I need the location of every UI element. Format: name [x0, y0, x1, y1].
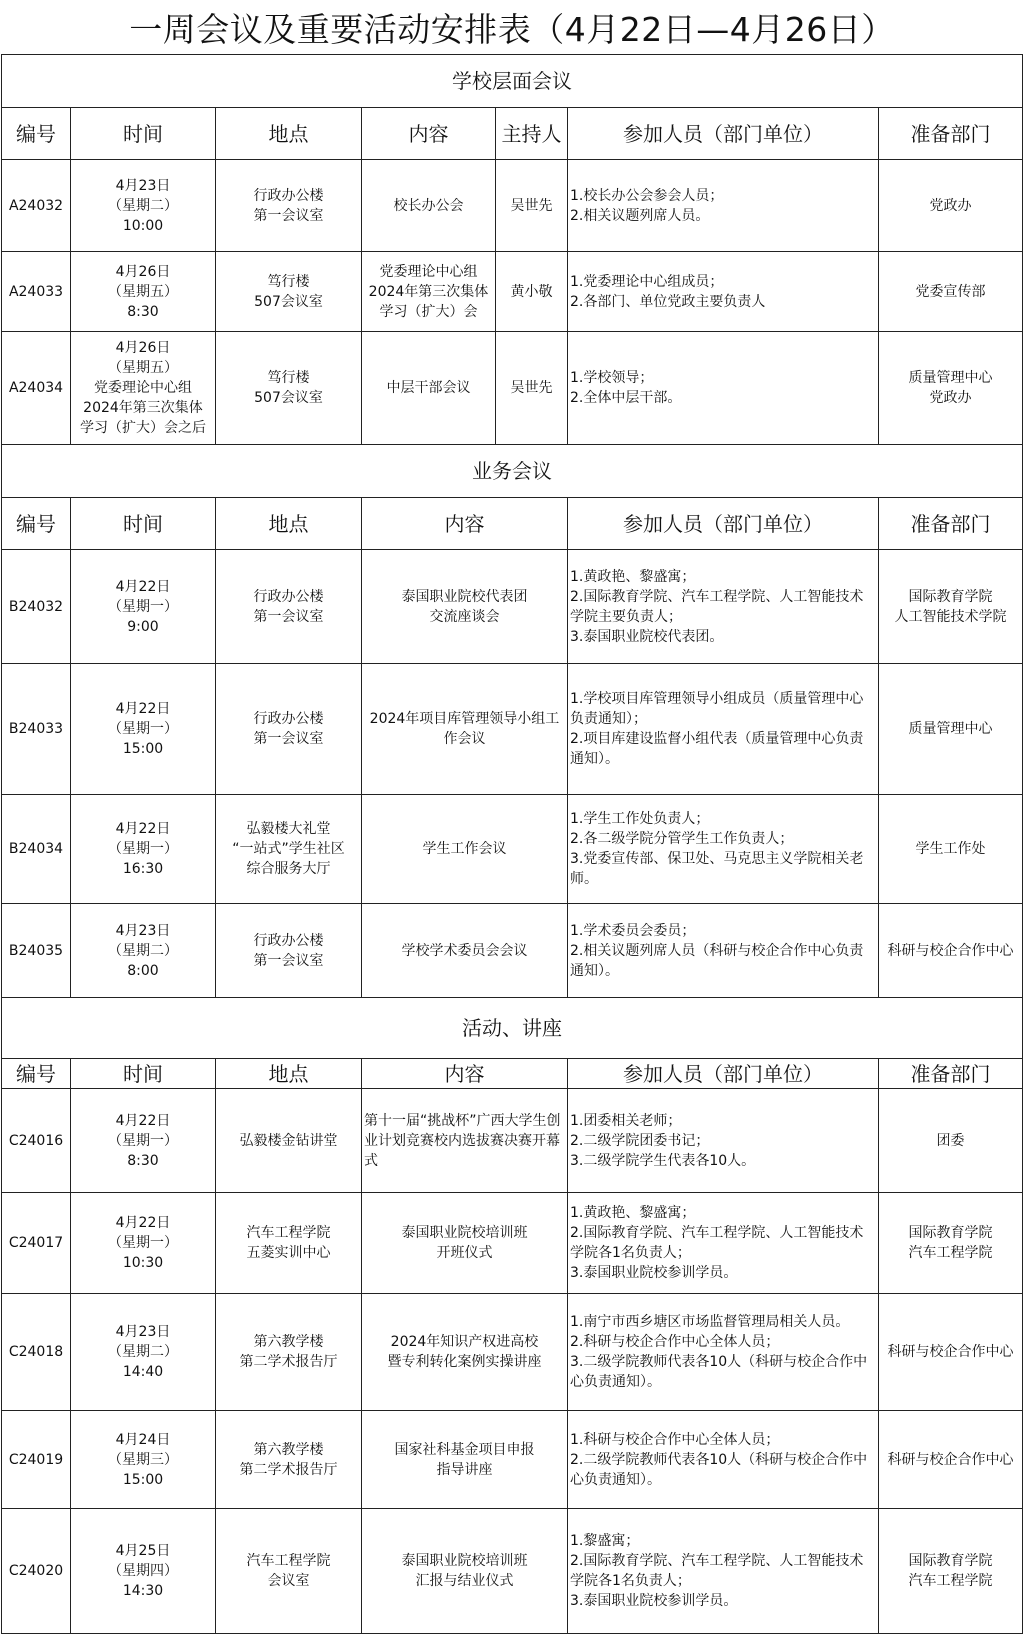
cell-content: 2024年知识产权进高校 暨专利转化案例实操讲座	[362, 1294, 568, 1411]
table-row	[2, 160, 1023, 252]
cell-content: 中层干部会议	[362, 332, 496, 445]
table-row	[2, 1294, 1023, 1411]
cell-attendees: 1.黄政艳、黎盛寓； 2.国际教育学院、汽车工程学院、人工智能技术学院各1名负责人； 3.泰国职业院校参训学员。	[568, 1193, 879, 1294]
cell-place: 弘毅楼金钻讲堂	[216, 1089, 362, 1193]
cell-prep-dept: 质量管理中心 党政办	[879, 332, 1023, 445]
cell-time: 4月23日 （星期二） 8:00	[71, 904, 216, 998]
cell-prep-dept: 科研与校企合作中心	[879, 1294, 1023, 1411]
table-row	[2, 795, 1023, 904]
cell-prep-dept: 党政办	[879, 160, 1023, 252]
table-row	[2, 1089, 1023, 1193]
col-header-attendees: 参加人员（部门单位）	[568, 1059, 879, 1089]
cell-attendees: 1.学校领导； 2.全体中层干部。	[568, 332, 879, 445]
cell-id: C24017	[2, 1193, 71, 1294]
cell-content: 第十一届“挑战杯”广西大学生创业计划竞赛校内选拔赛决赛开幕式	[362, 1089, 568, 1193]
cell-content: 泰国职业院校代表团 交流座谈会	[362, 550, 568, 664]
page-title: 一周会议及重要活动安排表（4月22日—4月26日）	[129, 9, 895, 49]
col-header-place: 地点	[216, 108, 362, 160]
section-title: 业务会议	[2, 445, 1023, 498]
col-header-place: 地点	[216, 498, 362, 550]
cell-id: B24034	[2, 795, 71, 904]
col-header-prep-dept: 准备部门	[879, 498, 1023, 550]
cell-content: 国家社科基金项目申报 指导讲座	[362, 1411, 568, 1509]
cell-attendees: 1.党委理论中心组成员； 2.各部门、单位党政主要负责人	[568, 252, 879, 332]
cell-place: 笃行楼 507会议室	[216, 332, 362, 445]
col-header-id: 编号	[2, 108, 71, 160]
cell-place: 笃行楼 507会议室	[216, 252, 362, 332]
cell-id: C24020	[2, 1509, 71, 1634]
cell-time: 4月25日 （星期四） 14:30	[71, 1509, 216, 1634]
schedule-table	[1, 54, 1023, 1634]
col-header-host: 主持人	[496, 108, 568, 160]
section-title: 学校层面会议	[2, 55, 1023, 108]
cell-place: 行政办公楼 第一会议室	[216, 160, 362, 252]
cell-host: 黄小敬	[496, 252, 568, 332]
col-header-content: 内容	[362, 498, 568, 550]
col-header-content: 内容	[362, 108, 496, 160]
table-row	[2, 332, 1023, 445]
cell-attendees: 1.黄政艳、黎盛寓； 2.国际教育学院、汽车工程学院、人工智能技术学院主要负责人； 3.泰国职业院校代表团。	[568, 550, 879, 664]
cell-prep-dept: 科研与校企合作中心	[879, 1411, 1023, 1509]
cell-attendees: 1.南宁市西乡塘区市场监督管理局相关人员。 2.科研与校企合作中心全体人员； 3.二级学院教师代表各10人（科研与校企合作中心负责通知）。	[568, 1294, 879, 1411]
col-header-id: 编号	[2, 498, 71, 550]
cell-time: 4月22日 （星期一） 9:00	[71, 550, 216, 664]
table-row	[2, 1509, 1023, 1634]
cell-place: 汽车工程学院 五菱实训中心	[216, 1193, 362, 1294]
cell-host: 吴世先	[496, 160, 568, 252]
col-header-time: 时间	[71, 108, 216, 160]
table-row	[2, 904, 1023, 998]
cell-content: 泰国职业院校培训班 开班仪式	[362, 1193, 568, 1294]
header-row	[2, 108, 1023, 160]
cell-attendees: 1.校长办公会参会人员； 2.相关议题列席人员。	[568, 160, 879, 252]
col-header-time: 时间	[71, 1059, 216, 1089]
cell-id: C24018	[2, 1294, 71, 1411]
section-heading-row	[2, 445, 1023, 498]
col-header-id: 编号	[2, 1059, 71, 1089]
header-row	[2, 498, 1023, 550]
cell-content: 党委理论中心组 2024年第三次集体 学习（扩大）会	[362, 252, 496, 332]
cell-attendees: 1.黎盛寓； 2.国际教育学院、汽车工程学院、人工智能技术学院各1名负责人； 3.泰国职业院校参训学员。	[568, 1509, 879, 1634]
cell-id: C24019	[2, 1411, 71, 1509]
table-row	[2, 1411, 1023, 1509]
cell-attendees: 1.科研与校企合作中心全体人员； 2.二级学院教师代表各10人（科研与校企合作中心负责通知）。	[568, 1411, 879, 1509]
col-header-prep-dept: 准备部门	[879, 1059, 1023, 1089]
cell-id: B24035	[2, 904, 71, 998]
cell-content: 校长办公会	[362, 160, 496, 252]
header-row	[2, 1059, 1023, 1089]
col-header-attendees: 参加人员（部门单位）	[568, 498, 879, 550]
table-row	[2, 1193, 1023, 1294]
cell-content: 泰国职业院校培训班 汇报与结业仪式	[362, 1509, 568, 1634]
cell-place: 行政办公楼 第一会议室	[216, 904, 362, 998]
cell-place: 弘毅楼大礼堂 “一站式”学生社区 综合服务大厅	[216, 795, 362, 904]
cell-attendees: 1.学术委员会委员； 2.相关议题列席人员（科研与校企合作中心负责通知）。	[568, 904, 879, 998]
cell-attendees: 1.学校项目库管理领导小组成员（质量管理中心负责通知）； 2.项目库建设监督小组代表（质量管理中心负责通知）。	[568, 664, 879, 795]
col-header-prep-dept: 准备部门	[879, 108, 1023, 160]
cell-content: 学生工作会议	[362, 795, 568, 904]
cell-content: 2024年项目库管理领导小组工作会议	[362, 664, 568, 795]
cell-time: 4月22日 （星期一） 10:30	[71, 1193, 216, 1294]
cell-prep-dept: 国际教育学院 人工智能技术学院	[879, 550, 1023, 664]
cell-place: 汽车工程学院 会议室	[216, 1509, 362, 1634]
cell-prep-dept: 团委	[879, 1089, 1023, 1193]
cell-content: 学校学术委员会会议	[362, 904, 568, 998]
cell-id: B24032	[2, 550, 71, 664]
cell-prep-dept: 国际教育学院 汽车工程学院	[879, 1509, 1023, 1634]
cell-place: 第六教学楼 第二学术报告厅	[216, 1294, 362, 1411]
cell-time: 4月22日 （星期一） 8:30	[71, 1089, 216, 1193]
cell-prep-dept: 学生工作处	[879, 795, 1023, 904]
cell-prep-dept: 国际教育学院 汽车工程学院	[879, 1193, 1023, 1294]
cell-time: 4月26日 （星期五） 8:30	[71, 252, 216, 332]
cell-place: 行政办公楼 第一会议室	[216, 664, 362, 795]
col-header-place: 地点	[216, 1059, 362, 1089]
cell-time: 4月26日 （星期五） 党委理论中心组 2024年第三次集体 学习（扩大）会之后	[71, 332, 216, 445]
cell-id: A24034	[2, 332, 71, 445]
table-row	[2, 664, 1023, 795]
cell-id: C24016	[2, 1089, 71, 1193]
cell-attendees: 1.团委相关老师； 2.二级学院团委书记； 3.二级学院学生代表各10人。	[568, 1089, 879, 1193]
section-heading-row	[2, 55, 1023, 108]
cell-place: 第六教学楼 第二学术报告厅	[216, 1411, 362, 1509]
cell-prep-dept: 科研与校企合作中心	[879, 904, 1023, 998]
cell-time: 4月23日 （星期二） 10:00	[71, 160, 216, 252]
cell-prep-dept: 质量管理中心	[879, 664, 1023, 795]
col-header-content: 内容	[362, 1059, 568, 1089]
table-row	[2, 252, 1023, 332]
cell-time: 4月22日 （星期一） 15:00	[71, 664, 216, 795]
cell-id: A24033	[2, 252, 71, 332]
cell-time: 4月22日 （星期一） 16:30	[71, 795, 216, 904]
cell-id: A24032	[2, 160, 71, 252]
col-header-attendees: 参加人员（部门单位）	[568, 108, 879, 160]
cell-prep-dept: 党委宣传部	[879, 252, 1023, 332]
col-header-time: 时间	[71, 498, 216, 550]
section-title: 活动、讲座	[2, 998, 1023, 1059]
cell-attendees: 1.学生工作处负责人； 2.各二级学院分管学生工作负责人； 3.党委宣传部、保卫处、马克思主义学院相关老师。	[568, 795, 879, 904]
table-row	[2, 550, 1023, 664]
cell-id: B24033	[2, 664, 71, 795]
cell-time: 4月23日 （星期二） 14:40	[71, 1294, 216, 1411]
cell-place: 行政办公楼 第一会议室	[216, 550, 362, 664]
cell-host: 吴世先	[496, 332, 568, 445]
section-heading-row	[2, 998, 1023, 1059]
cell-time: 4月24日 （星期三） 15:00	[71, 1411, 216, 1509]
